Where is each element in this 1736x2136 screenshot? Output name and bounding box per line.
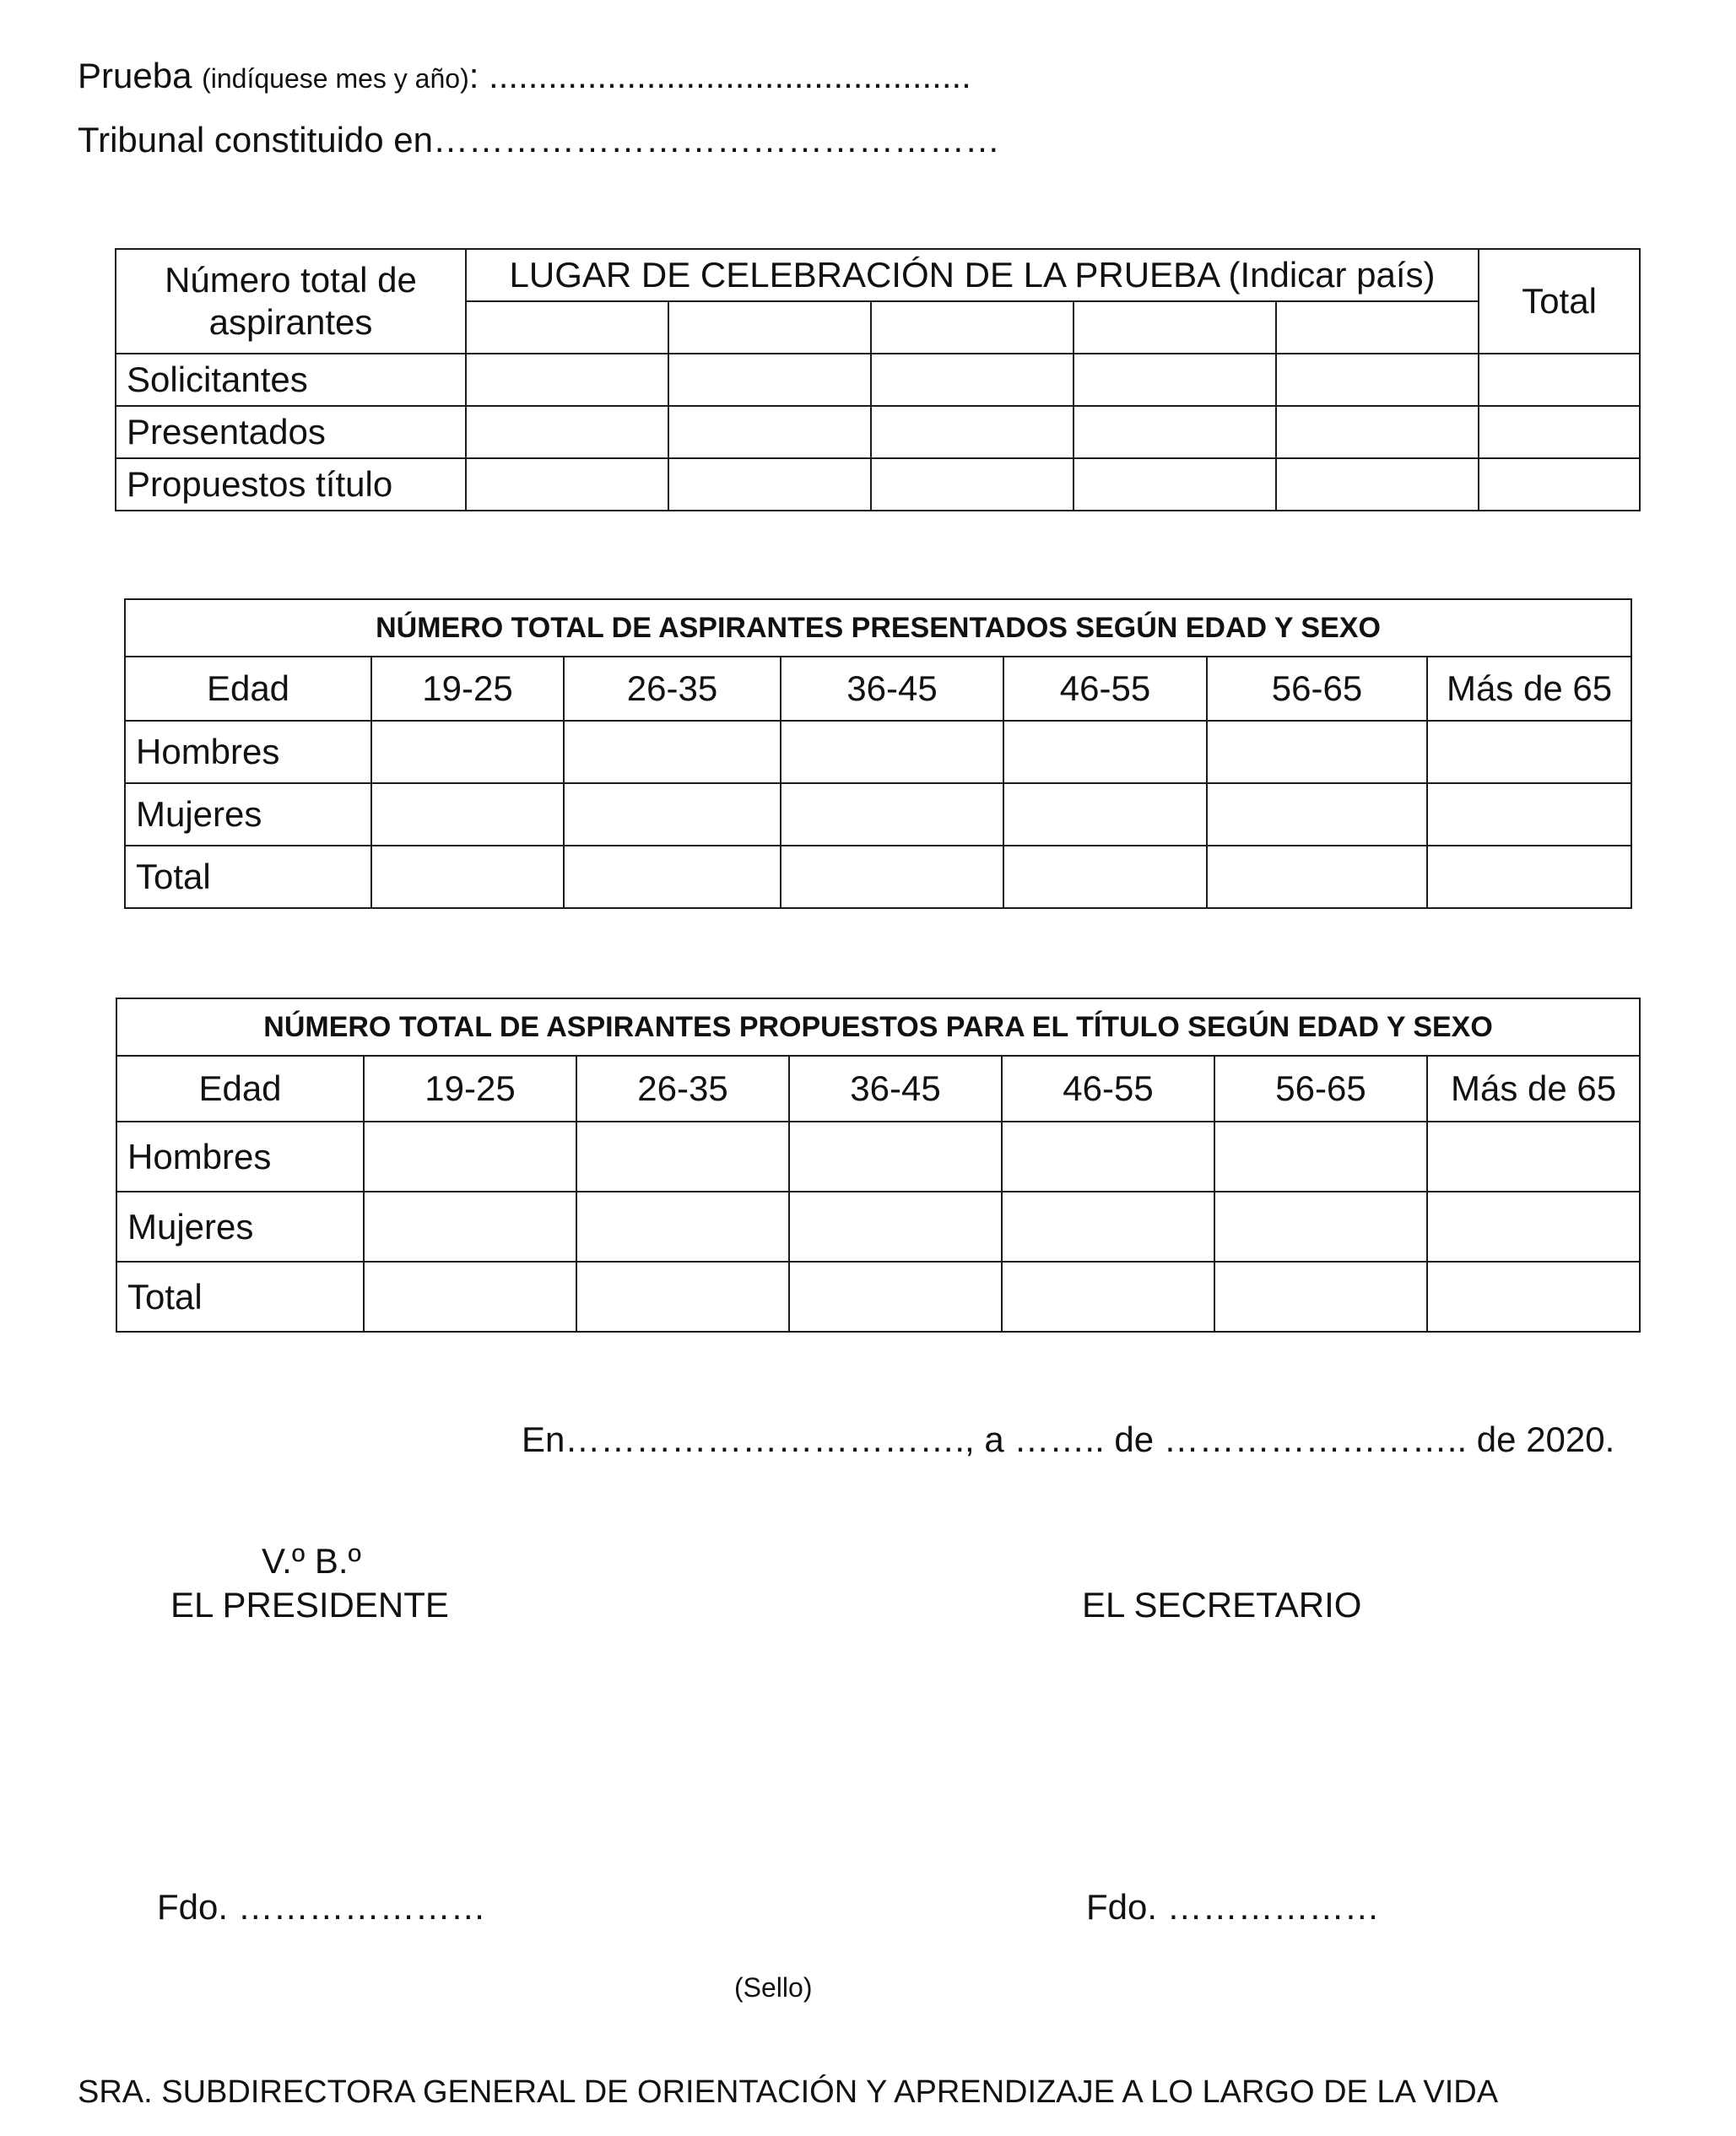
row-label: Hombres: [125, 721, 371, 783]
header-cell: 19-25: [371, 657, 564, 721]
value-cell[interactable]: [1207, 721, 1427, 783]
table-row: [116, 406, 1640, 458]
table-row: [116, 354, 1640, 406]
table-row: [116, 1192, 1640, 1262]
value-cell[interactable]: [789, 1192, 1002, 1262]
value-cell[interactable]: [364, 1192, 576, 1262]
table-title: NÚMERO TOTAL DE ASPIRANTES PROPUESTOS PARA EL TÍTULO SEGÚN EDAD Y SEXO: [116, 998, 1640, 1056]
value-cell[interactable]: [371, 721, 564, 783]
value-cell[interactable]: [1002, 1262, 1214, 1332]
value-cell[interactable]: [1276, 354, 1479, 406]
value-cell[interactable]: [1427, 1262, 1640, 1332]
value-cell[interactable]: [466, 458, 668, 511]
value-cell[interactable]: [576, 1262, 789, 1332]
table-row: [116, 1122, 1640, 1192]
value-cell[interactable]: [1074, 406, 1276, 458]
value-cell[interactable]: [466, 406, 668, 458]
place-header: LUGAR DE CELEBRACIÓN DE LA PRUEBA (Indicar país): [466, 249, 1479, 301]
value-cell[interactable]: [1074, 354, 1276, 406]
value-cell[interactable]: [781, 721, 1003, 783]
header-cell: 46-55: [1002, 1056, 1214, 1122]
value-cell[interactable]: [576, 1192, 789, 1262]
table-row: [125, 783, 1631, 846]
row-label: Mujeres: [125, 783, 371, 846]
header-cell: 56-65: [1207, 657, 1427, 721]
value-cell[interactable]: [1214, 1122, 1427, 1192]
value-cell[interactable]: [871, 354, 1074, 406]
header-cell: 26-35: [576, 1056, 789, 1122]
corner-label: Número total de aspirantes: [116, 249, 466, 354]
tribunal-label: Tribunal constituido en: [78, 120, 434, 160]
applicants-by-place-table: [115, 248, 1641, 511]
table-row: [116, 1262, 1640, 1332]
row-label: Total: [125, 846, 371, 908]
table-row: [125, 846, 1631, 908]
header-cell: 19-25: [364, 1056, 576, 1122]
country-cell[interactable]: [871, 301, 1074, 354]
proposed-by-age-sex-table: [116, 998, 1641, 1333]
value-cell[interactable]: [1427, 846, 1631, 908]
value-cell[interactable]: [1214, 1192, 1427, 1262]
header-cell: 36-45: [781, 657, 1003, 721]
value-cell[interactable]: [1207, 783, 1427, 846]
secretary-signature-line[interactable]: Fdo. ………………: [1086, 1887, 1380, 1927]
value-cell[interactable]: [1003, 721, 1207, 783]
value-cell[interactable]: [871, 458, 1074, 511]
value-cell[interactable]: [1427, 1192, 1640, 1262]
date-line[interactable]: En……………………………., a …….. de …………………….. de 2020.: [522, 1419, 1615, 1459]
value-cell[interactable]: [1427, 1122, 1640, 1192]
value-cell[interactable]: [1214, 1262, 1427, 1332]
value-cell[interactable]: [1002, 1192, 1214, 1262]
country-cell[interactable]: [466, 301, 668, 354]
header-cell: Edad: [116, 1056, 364, 1122]
tribunal-line: [78, 120, 1000, 160]
value-cell[interactable]: [1003, 783, 1207, 846]
value-cell[interactable]: [564, 846, 781, 908]
secretary-label: EL SECRETARIO: [1082, 1585, 1362, 1625]
value-cell[interactable]: [576, 1122, 789, 1192]
tribunal-dots[interactable]: …………………………………………: [433, 120, 1001, 160]
president-label: EL PRESIDENTE: [170, 1585, 449, 1625]
value-cell[interactable]: [668, 406, 871, 458]
table-row: [116, 458, 1640, 511]
presented-by-age-sex-table: [124, 598, 1632, 909]
value-cell[interactable]: [1427, 783, 1631, 846]
header-cell: 36-45: [789, 1056, 1002, 1122]
header-cell: 26-35: [564, 657, 781, 721]
value-cell[interactable]: [668, 354, 871, 406]
value-cell[interactable]: [1479, 458, 1640, 511]
value-cell[interactable]: [1276, 406, 1479, 458]
table-row: [125, 721, 1631, 783]
row-label: Mujeres: [116, 1192, 364, 1262]
total-header: Total: [1479, 249, 1640, 354]
value-cell[interactable]: [1276, 458, 1479, 511]
value-cell[interactable]: [1002, 1122, 1214, 1192]
value-cell[interactable]: [781, 783, 1003, 846]
value-cell[interactable]: [1479, 406, 1640, 458]
prueba-colon: :: [468, 56, 479, 95]
value-cell[interactable]: [668, 458, 871, 511]
value-cell[interactable]: [371, 846, 564, 908]
value-cell[interactable]: [1207, 846, 1427, 908]
vobo-label: V.º B.º: [262, 1541, 361, 1581]
value-cell[interactable]: [1427, 721, 1631, 783]
addressee: SRA. SUBDIRECTORA GENERAL DE ORIENTACIÓN Y APRENDIZAJE A LO LARGO DE LA VIDA: [78, 2074, 1499, 2110]
value-cell[interactable]: [364, 1262, 576, 1332]
table-title: NÚMERO TOTAL DE ASPIRANTES PRESENTADOS SEGÚN EDAD Y SEXO: [125, 599, 1631, 657]
prueba-line: [78, 56, 971, 96]
prueba-hint: (indíquese mes y año): [202, 63, 469, 94]
row-label: Total: [116, 1262, 364, 1332]
row-label: Solicitantes: [116, 354, 466, 406]
value-cell[interactable]: [1479, 354, 1640, 406]
value-cell[interactable]: [789, 1262, 1002, 1332]
seal-label: (Sello): [734, 1972, 813, 2003]
value-cell[interactable]: [564, 721, 781, 783]
prueba-dots[interactable]: .................................................: [479, 56, 971, 95]
country-cell[interactable]: [668, 301, 871, 354]
country-cell[interactable]: [1276, 301, 1479, 354]
header-cell: 46-55: [1003, 657, 1207, 721]
row-label: Propuestos título: [116, 458, 466, 511]
value-cell[interactable]: [371, 783, 564, 846]
header-cell: Más de 65: [1427, 1056, 1640, 1122]
header-cell: Edad: [125, 657, 371, 721]
prueba-label: Prueba: [78, 56, 192, 95]
value-cell[interactable]: [1003, 846, 1207, 908]
header-cell: 56-65: [1214, 1056, 1427, 1122]
value-cell[interactable]: [781, 846, 1003, 908]
value-cell[interactable]: [789, 1122, 1002, 1192]
value-cell[interactable]: [1074, 458, 1276, 511]
value-cell[interactable]: [564, 783, 781, 846]
value-cell[interactable]: [871, 406, 1074, 458]
president-signature-line[interactable]: Fdo. …………………: [157, 1887, 486, 1927]
value-cell[interactable]: [466, 354, 668, 406]
header-cell: Más de 65: [1427, 657, 1631, 721]
country-cell[interactable]: [1074, 301, 1276, 354]
row-label: Presentados: [116, 406, 466, 458]
value-cell[interactable]: [364, 1122, 576, 1192]
row-label: Hombres: [116, 1122, 364, 1192]
